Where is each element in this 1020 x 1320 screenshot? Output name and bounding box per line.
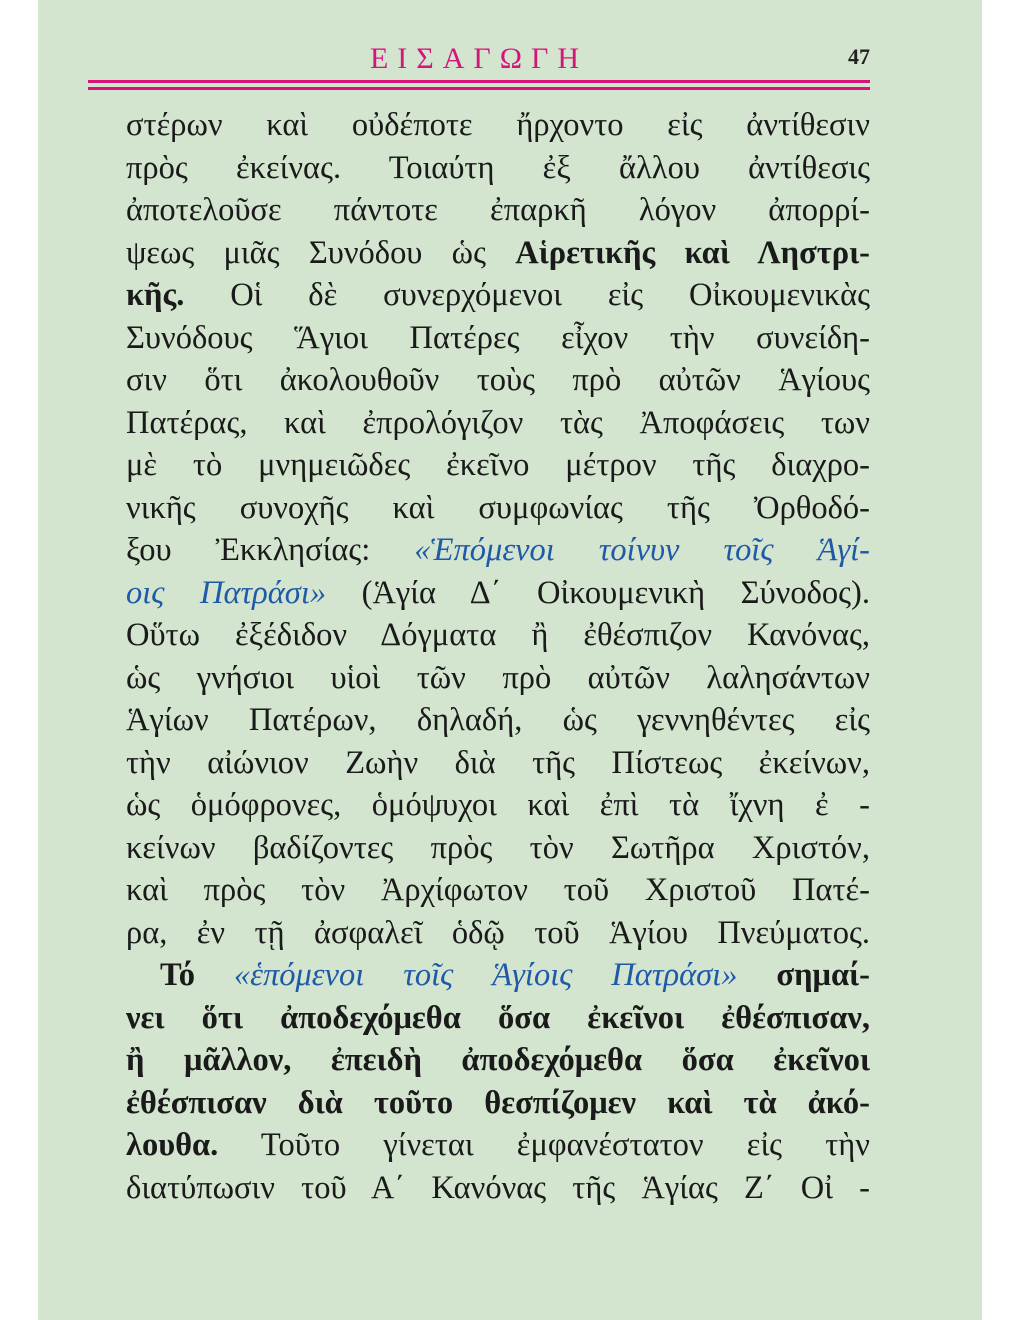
text-line: ὡς ὁμόφρονες, ὁμόψυχοι καὶ ἐπὶ τὰ ἴχνη ἐ - bbox=[126, 787, 870, 823]
text-line: νικῆς συνοχῆς καὶ συμφωνίας τῆς Ὀρθοδό- bbox=[126, 489, 870, 526]
text-line: καὶ πρὸς τὸν Ἀρχίφωτον τοῦ Χριστοῦ Πατέ- bbox=[126, 872, 870, 908]
text-line: ρα, ἐν τῇ ἀσφαλεῖ ὁδῷ τοῦ Ἁγίου Πνεύματος. bbox=[126, 914, 870, 951]
text-line: Πατέρας, καὶ ἐπρολόγιζον τὰς Ἀποφάσεις των bbox=[126, 404, 870, 441]
text-line: Οὕτω ἐξέδιδον Δόγματα ἢ ἐθέσπιζον Κανόνας, bbox=[126, 617, 870, 653]
text-line: ξου Ἐκκλησίας: «Ἑπόμενοι τοίνυν τοῖς Ἁγί- bbox=[126, 532, 870, 568]
text-line: διατύπωσιν τοῦ Α΄ Κανόνας τῆς Ἁγίας Ζ΄ Οἰ - bbox=[126, 1169, 870, 1206]
bold-phrase: Αἱρετικῆς καὶ Ληστρι- bbox=[515, 234, 870, 271]
text-line: πρὸς ἐκείνας. Τοιαύτη ἐξ ἄλλου ἀντίθεσις bbox=[126, 149, 870, 186]
header-rule-top bbox=[88, 80, 870, 83]
text-line: λουθα. Τοῦτο γίνεται ἐμφανέστατον εἰς τὴν bbox=[126, 1127, 870, 1163]
text-line: μὲ τὸ μνημειῶδες ἐκεῖνο μέτρον τῆς διαχρο- bbox=[126, 447, 870, 483]
text-line: Τό «ἑπόμενοι τοῖς Ἁγίοις Πατράσι» σημαί- bbox=[160, 957, 870, 993]
text-line: ὡς γνήσιοι υἱοὶ τῶν πρὸ αὐτῶν λαλησάντων bbox=[126, 659, 870, 696]
text-line: σιν ὅτι ἀκολουθοῦν τοὺς πρὸ αὐτῶν Ἁγίους bbox=[126, 362, 870, 398]
bold-phrase: κῆς. bbox=[126, 277, 185, 313]
text-line: Συνόδους Ἅγιοι Πατέρες εἶχον τὴν συνείδη- bbox=[126, 319, 870, 356]
quote-phrase: «ἑπόμενοι τοῖς Ἁγίοις Πατράσι» bbox=[233, 957, 738, 993]
text-line: τὴν αἰώνιον Ζωὴν διὰ τῆς Πίστεως ἐκείνων, bbox=[126, 744, 870, 781]
quote-phrase: «Ἑπόμενοι τοίνυν τοῖς Ἁγί- bbox=[414, 532, 870, 568]
text-line: ἐθέσπισαν διὰ τοῦτο θεσπίζομεν καὶ τὰ ἀκό- bbox=[126, 1084, 870, 1121]
text-line: κῆς. Οἱ δὲ συνερχόμενοι εἰς Οἰκουμενικὰς bbox=[126, 277, 870, 313]
text-line: στέρων καὶ οὐδέποτε ἤρχοντο εἰς ἀντίθεσιν bbox=[126, 107, 870, 143]
text-line: Ἁγίων Πατέρων, δηλαδή, ὡς γεννηθέντες εἰς bbox=[126, 702, 870, 738]
text-line: κείνων βαδίζοντες πρὸς τὸν Σωτῆρα Χριστόν, bbox=[126, 829, 870, 866]
text-line: ἢ μᾶλλον, ἐπειδὴ ἀποδεχόμεθα ὅσα ἐκεῖνοι bbox=[126, 1042, 870, 1078]
quote-phrase: οις Πατράσι» bbox=[126, 574, 327, 611]
header-rule-bottom bbox=[88, 87, 870, 90]
body-text bbox=[126, 104, 870, 1209]
bold-phrase: λουθα. bbox=[126, 1127, 219, 1163]
text-line: ἀποτελοῦσε πάντοτε ἐπαρκῆ λόγον ἀπορρί- bbox=[126, 192, 870, 228]
text-line: νει ὅτι ἀποδεχόμεθα ὅσα ἐκεῖνοι ἐθέσπισαν, bbox=[126, 999, 870, 1036]
text-line: ψεως μιᾶς Συνόδου ὡς Αἱρετικῆς καὶ Ληστρι- bbox=[126, 234, 870, 271]
page-number: 47 bbox=[848, 44, 870, 69]
header-title: ΕΙΣΑΓΩΓΗ bbox=[369, 42, 589, 75]
text-line: οις Πατράσι» (Ἁγία Δ΄ Οἰκουμενικὴ Σύνοδος). bbox=[126, 574, 870, 611]
